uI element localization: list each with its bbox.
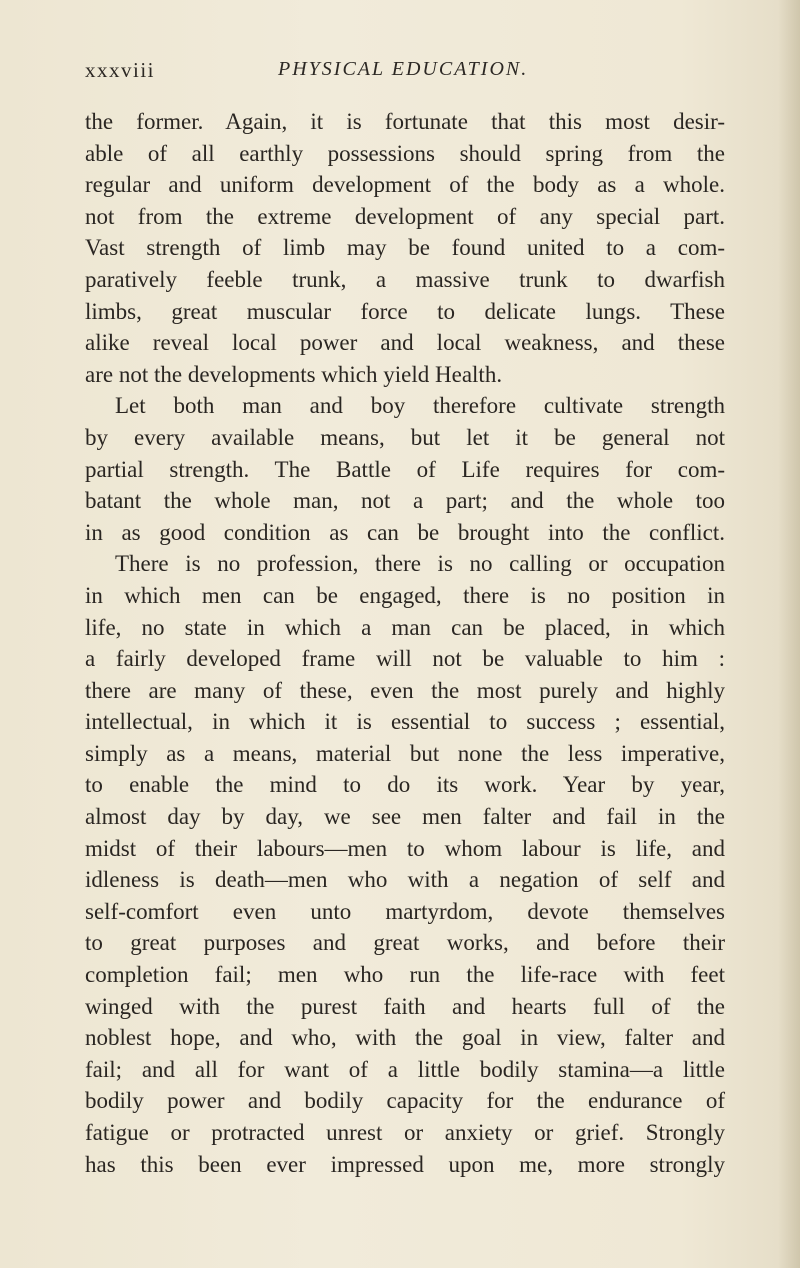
text-line: paratively feeble trunk, a massive trunk to dwarfish: [85, 266, 725, 292]
text-line: life, no state in which a man can be placed, in which: [85, 614, 725, 640]
page-number: xxxviii: [85, 58, 156, 82]
text-line: are not the developments which yield Health.: [85, 361, 503, 387]
text-line: the former. Again, it is fortunate that this most desir-: [85, 109, 725, 134]
text-line: intellectual, in which it is essential to success ; essential,: [85, 709, 725, 735]
text-line: alike reveal local power and local weakness, and these: [85, 330, 725, 356]
text-line: batant the whole man, not a part; and the whole too: [85, 488, 725, 514]
text-line: bodily power and bodily capacity for the endurance of: [85, 1088, 725, 1114]
text-line: to enable the mind to do its work. Year by year,: [85, 772, 725, 798]
text-line: there are many of these, even the most purely and highly: [85, 677, 725, 703]
body-text: [85, 106, 725, 1180]
text-line: has this been ever impressed upon me, more strongly: [85, 1151, 725, 1177]
text-line: by every available means, but let it be general not: [85, 424, 725, 450]
text-line: limbs, great muscular force to delicate lungs. These: [85, 298, 725, 324]
text-line: almost day by day, we see men falter and fail in the: [85, 804, 725, 830]
text-line: in which men can be engaged, there is no position in: [85, 582, 725, 608]
text-line: completion fail; men who run the life-race with feet: [85, 962, 725, 988]
text-line: to great purposes and great works, and before their: [85, 930, 725, 956]
text-line: able of all earthly possessions should spring from the: [85, 140, 725, 166]
text-line: simply as a means, material but none the less imperative,: [85, 740, 725, 766]
text-line: not from the extreme development of any special part.: [85, 203, 725, 229]
text-line: winged with the purest faith and hearts full of the: [85, 993, 725, 1019]
text-line: regular and uniform development of the body as a whole.: [85, 172, 725, 198]
text-line: midst of their labours—men to whom labour is life, and: [85, 835, 725, 861]
text-line: fail; and all for want of a little bodily stamina—a little: [85, 1056, 725, 1082]
page-header: [85, 58, 725, 88]
text-line: fatigue or protracted unrest or anxiety or grief. Strongly: [85, 1120, 725, 1145]
text-line: noblest hope, and who, with the goal in view, falter and: [85, 1025, 725, 1051]
text-line: in as good condition as can be brought into the conflict.: [85, 519, 725, 545]
text-line: Let both man and boy therefore cultivate strength: [115, 393, 725, 419]
text-line: self-comfort even unto martyrdom, devote themselves: [85, 898, 725, 924]
text-line: There is no profession, there is no calling or occupation: [115, 551, 725, 577]
text-line: partial strength. The Battle of Life requires for com-: [85, 456, 725, 482]
page-edge-shadow: [778, 0, 800, 1268]
running-head: PHYSICAL EDUCATION.: [278, 58, 529, 80]
text-line: idleness is death—men who with a negation of self and: [85, 867, 725, 893]
text-line: Vast strength of limb may be found united to a com-: [85, 235, 725, 261]
text-line: a fairly developed frame will not be valuable to him :: [85, 646, 725, 672]
